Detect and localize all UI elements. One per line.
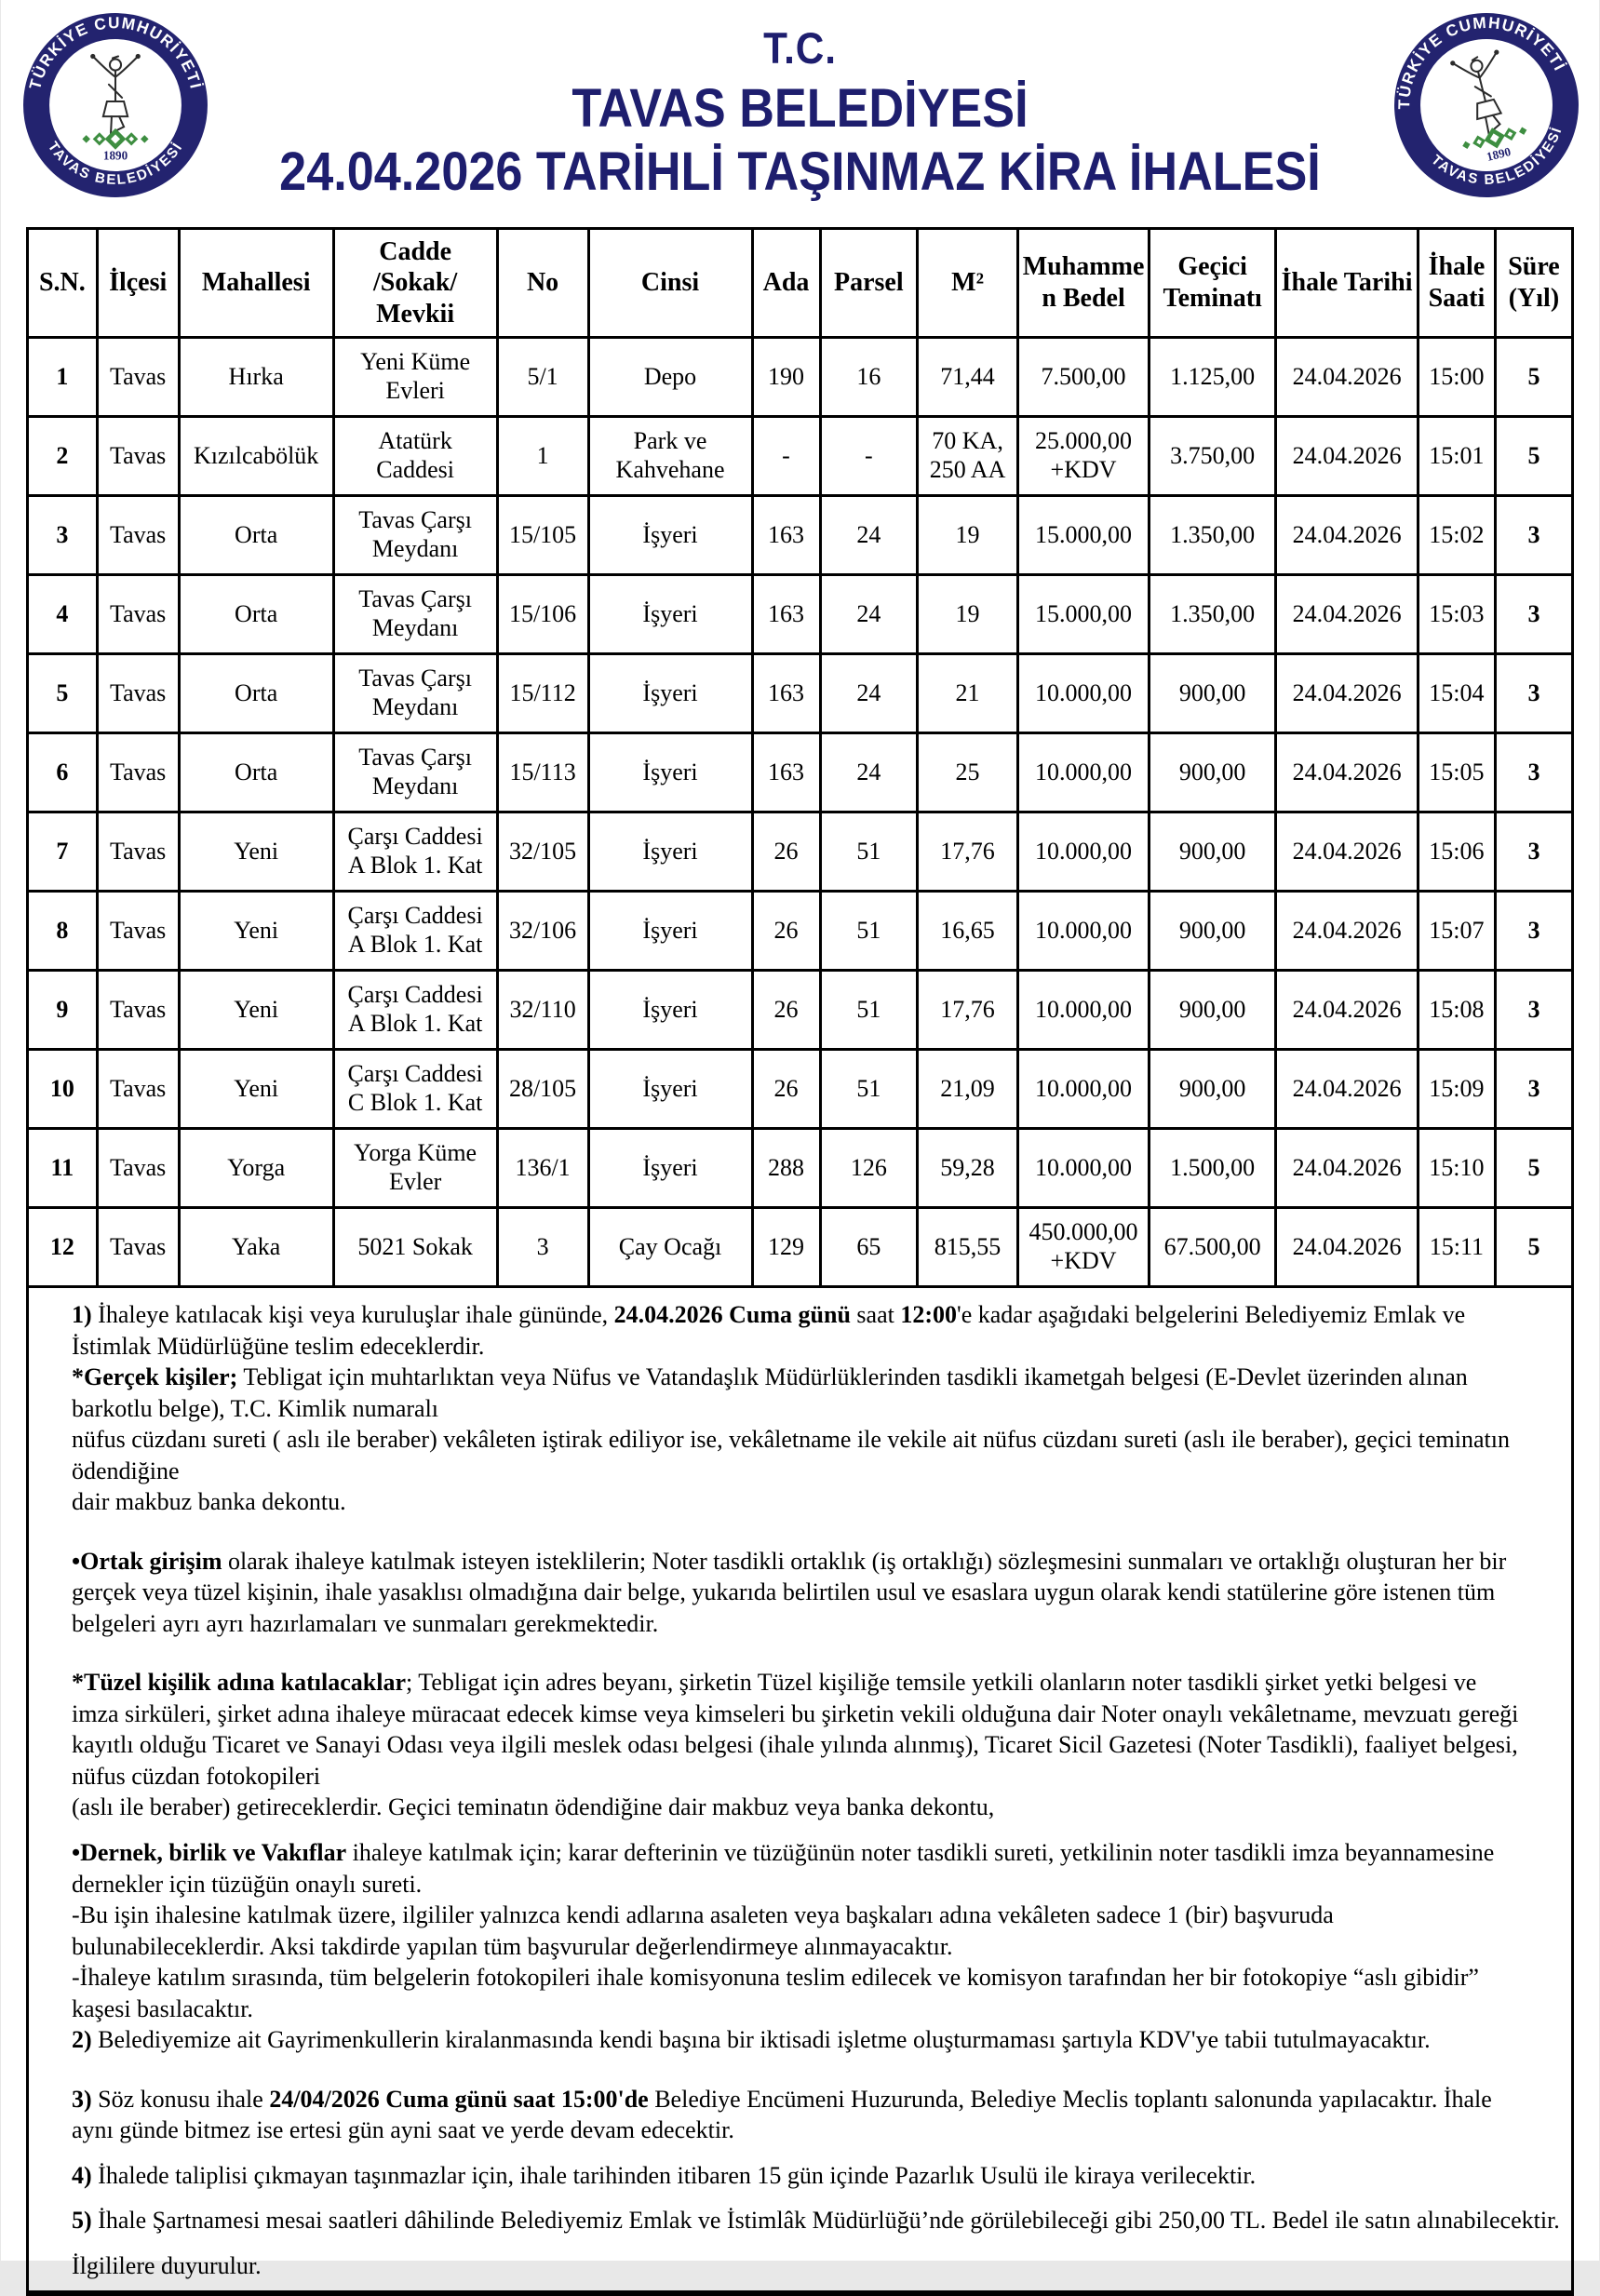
table-cell: Tavas Çarşı Meydanı (333, 575, 497, 654)
table-cell: Çarşı Caddesi A Blok 1. Kat (333, 812, 497, 892)
column-header: Ada (752, 229, 820, 338)
note-bold-text: *Tüzel kişilik adına katılacaklar (72, 1669, 407, 1697)
note-paragraph (72, 1962, 1523, 2024)
note-text: nüfus cüzdanı sureti ( aslı ile beraber) vekâleten iştirak ediliyor ise, vekâletname ile vekile ait nüfus cüzdanı sureti (aslı ile beraber), geçici teminatın ödendiğine (72, 1426, 1510, 1484)
table-row (28, 1208, 1573, 1287)
table-cell: 15:00 (1418, 338, 1495, 417)
column-header: Geçici Teminatı (1150, 229, 1276, 338)
table-cell: Yorga Küme Evler (333, 1129, 497, 1208)
table-cell: 24 (820, 733, 918, 812)
table-row (28, 654, 1573, 733)
table-cell: Orta (179, 654, 333, 733)
note-bold-text: *Gerçek kişiler; (72, 1363, 238, 1391)
table-cell: İşyeri (588, 812, 752, 892)
table-cell: Tavas (97, 496, 179, 575)
table-cell: 15/105 (497, 496, 588, 575)
table-cell: 3 (1495, 892, 1572, 971)
note-text: Tebligat için muhtarlıktan veya Nüfus ve Vatandaşlık Müdürlüklerinden tasdikli ikametgah belgesi (E-Devlet üzerinden alınan barkotlu belge), T.C. Kimlik numaralı (72, 1363, 1468, 1422)
column-header: İlçesi (97, 229, 179, 338)
table-cell: 900,00 (1150, 733, 1276, 812)
table-cell: 5/1 (497, 338, 588, 417)
table-cell: 28/105 (497, 1050, 588, 1129)
table-cell: 24.04.2026 (1276, 338, 1418, 417)
note-bold-text: 3) (72, 2085, 92, 2113)
auction-table (26, 227, 1574, 1288)
note-paragraph (72, 1837, 1523, 1900)
table-cell: 163 (752, 654, 820, 733)
table-cell: 3 (1495, 812, 1572, 892)
table-cell: 15:11 (1418, 1208, 1495, 1287)
table-cell: Orta (179, 733, 333, 812)
table-cell: Kızılcabölük (179, 417, 333, 496)
column-header: Mahallesi (179, 229, 333, 338)
table-cell: 15/106 (497, 575, 588, 654)
table-cell: 10.000,00 (1018, 1129, 1150, 1208)
table-cell: 24.04.2026 (1276, 1208, 1418, 1287)
table-cell: 3 (1495, 733, 1572, 812)
table-cell: 163 (752, 575, 820, 654)
table-cell: 15:09 (1418, 1050, 1495, 1129)
table-cell: 3 (1495, 1050, 1572, 1129)
table-cell: 51 (820, 971, 918, 1050)
table-cell: 16,65 (918, 892, 1018, 971)
note-text: İhaleye katılacak kişi veya kuruluşlar ihale gününde, (91, 1301, 614, 1328)
table-cell: 15:01 (1418, 417, 1495, 496)
table-cell: 25.000,00 +KDV (1018, 417, 1150, 496)
table-cell: Tavas Çarşı Meydanı (333, 654, 497, 733)
table-cell: 24 (820, 654, 918, 733)
table-cell: 17,76 (918, 812, 1018, 892)
table-cell: 15:05 (1418, 733, 1495, 812)
table-cell: Tavas (97, 1050, 179, 1129)
table-cell: 2 (28, 417, 98, 496)
table-cell: 26 (752, 812, 820, 892)
table-cell: 3 (1495, 654, 1572, 733)
table-cell: 15:04 (1418, 654, 1495, 733)
table-cell: 65 (820, 1208, 918, 1287)
table-cell: 1 (28, 338, 98, 417)
auction-table-body (28, 338, 1573, 1287)
table-cell: 3 (1495, 496, 1572, 575)
table-row (28, 971, 1573, 1050)
note-text: İlgililere duyurulur. (72, 2251, 262, 2279)
table-cell: Tavas Çarşı Meydanı (333, 496, 497, 575)
table-cell: Orta (179, 496, 333, 575)
table-row (28, 812, 1573, 892)
table-cell: 900,00 (1150, 812, 1276, 892)
note-paragraph (72, 1792, 1523, 1823)
note-text: İhale Şartnamesi mesai saatleri dâhilinde Belediyemiz Emlak ve İstimlâk Müdürlüğü’nde görülebileceği gibi 250,00 TL. Bedel ile satın alınabilecektir. (91, 2207, 1560, 2235)
table-cell: 900,00 (1150, 1050, 1276, 1129)
table-cell: 32/105 (497, 812, 588, 892)
table-cell: 15.000,00 (1018, 575, 1150, 654)
table-cell: 19 (918, 575, 1018, 654)
table-cell: Yeni (179, 1050, 333, 1129)
table-cell: İşyeri (588, 733, 752, 812)
table-cell: 32/106 (497, 892, 588, 971)
table-cell: 51 (820, 812, 918, 892)
note-bold-text: 24.04.2026 Cuma günü (613, 1301, 851, 1328)
table-cell: 1 (497, 417, 588, 496)
table-cell: 24 (820, 575, 918, 654)
table-cell: 3 (28, 496, 98, 575)
table-cell: 15.000,00 (1018, 496, 1150, 575)
note-paragraph (72, 2205, 1560, 2236)
table-cell: 24.04.2026 (1276, 812, 1418, 892)
table-cell: 24.04.2026 (1276, 733, 1418, 812)
table-cell: 900,00 (1150, 892, 1276, 971)
table-cell: Orta (179, 575, 333, 654)
column-header: Parsel (820, 229, 918, 338)
table-cell: Tavas (97, 575, 179, 654)
note-bold-text: 1) (72, 1301, 92, 1328)
table-cell: 15/112 (497, 654, 588, 733)
table-cell: 3.750,00 (1150, 417, 1276, 496)
table-cell: 10.000,00 (1018, 654, 1150, 733)
table-cell: 25 (918, 733, 1018, 812)
table-cell: 288 (752, 1129, 820, 1208)
table-cell: 70 KA, 250 AA (918, 417, 1018, 496)
note-paragraph (72, 1900, 1523, 1962)
table-cell: 8 (28, 892, 98, 971)
table-cell: Tavas (97, 733, 179, 812)
table-cell: Yorga (179, 1129, 333, 1208)
table-cell: 5 (1495, 1129, 1572, 1208)
note-text: olarak ihaleye katılmak isteyen isteklilerin; Noter tasdikli ortaklık (iş ortaklığı) sözleşmesini sunmaları ve ortaklığı oluşturan her bir gerçek veya tüzel kişinin, ihale yasaklısı olmadığına dair belge, yukarıda belirtilen usul ve esaslara uygun olarak kendi statülerine göre istenen tüm belgeleri ayrı ayrı hazırlamaları ve sunmaları gerekmektedir. (72, 1547, 1507, 1637)
table-cell: Yaka (179, 1208, 333, 1287)
table-cell: 26 (752, 1050, 820, 1129)
note-text: -Bu işin ihalesine katılmak üzere, ilgililer yalnızca kendi adlarına asaleten veya başkaları adına vekâleten sadece 1 (bir) başvuruda bulunabileceklerdir. Aksi takdirde yapılan tüm başvurular değerlendirmeye alınmayacaktır. (72, 1901, 1334, 1960)
note-paragraph (72, 2160, 1523, 2192)
page-root (1, 0, 1599, 2279)
note-paragraph (72, 2084, 1523, 2146)
table-cell: 15:07 (1418, 892, 1495, 971)
table-cell: 10.000,00 (1018, 733, 1150, 812)
column-header: Cinsi (588, 229, 752, 338)
table-cell: - (820, 417, 918, 496)
table-cell: Tavas (97, 812, 179, 892)
table-cell: Tavas (97, 654, 179, 733)
table-cell: 16 (820, 338, 918, 417)
note-text: Söz konusu ihale (91, 2085, 270, 2113)
column-header: Cadde /Sokak/ Mevkii (333, 229, 497, 338)
table-cell: 17,76 (918, 971, 1018, 1050)
note-text: -İhaleye katılım sırasında, tüm belgelerin fotokopileri ihale komisyonuna teslim edilecek ve komisyon tarafından her bir fotokopiye “aslı gibidir” kaşesi basılacaktır. (72, 1964, 1479, 2022)
notes-section (26, 1288, 1574, 2296)
table-cell: 10 (28, 1050, 98, 1129)
table-cell: 51 (820, 892, 918, 971)
column-header: Muhammen Bedel (1018, 229, 1150, 338)
note-bold-text: •Ortak girişim (72, 1547, 222, 1575)
table-cell: 24.04.2026 (1276, 892, 1418, 971)
table-row (28, 496, 1573, 575)
table-cell: 26 (752, 971, 820, 1050)
table-cell: 24.04.2026 (1276, 971, 1418, 1050)
table-cell: 59,28 (918, 1129, 1018, 1208)
table-cell: 15/113 (497, 733, 588, 812)
document-header (1, 0, 1599, 227)
table-cell: 12 (28, 1208, 98, 1287)
table-cell: 10.000,00 (1018, 1050, 1150, 1129)
table-cell: Tavas Çarşı Meydanı (333, 733, 497, 812)
note-bold-text: 2) (72, 2026, 92, 2054)
column-header: İhale Saati (1418, 229, 1495, 338)
table-cell: 900,00 (1150, 971, 1276, 1050)
table-cell: Tavas (97, 892, 179, 971)
table-cell: 10.000,00 (1018, 812, 1150, 892)
table-cell: 163 (752, 733, 820, 812)
table-cell: 24.04.2026 (1276, 417, 1418, 496)
table-row (28, 417, 1573, 496)
table-cell: Çarşı Caddesi C Blok 1. Kat (333, 1050, 497, 1129)
table-cell: 15:02 (1418, 496, 1495, 575)
table-cell: İşyeri (588, 575, 752, 654)
table-cell: 24.04.2026 (1276, 575, 1418, 654)
note-text: 'e kadar aşağıdaki belgelerini Belediyemiz Emlak ve İstimlak Müdürlüğüne teslim edeceklerdir. (72, 1301, 1466, 1360)
note-text: Belediyemize ait Gayrimenkullerin kiralanmasında kendi başına bir iktisadi işletme oluşturmaması şartıyla KDV'ye tabii tutulmayacaktır. (91, 2026, 1431, 2054)
note-paragraph (72, 1546, 1523, 1640)
table-cell: 190 (752, 338, 820, 417)
table-cell: İşyeri (588, 892, 752, 971)
table-cell: 24.04.2026 (1276, 1050, 1418, 1129)
table-cell: İşyeri (588, 496, 752, 575)
table-cell: Tavas (97, 971, 179, 1050)
note-bold-text: 24/04/2026 Cuma günü saat 15:00'de (269, 2085, 649, 2113)
note-text: ; Tebligat için adres beyanı, şirketin Tüzel kişiliğe temsile yetkili olanların noter tasdikli şirket yetki belgesi ve imza sirküleri, şirket adına ihaleye müracaat edecek kimse veya kimseleri bu şirketin vekili olduğuna dair Noter onaylı vekâletname, mevzuatı gereği kayıtlı olduğu Ticaret ve Sanayi Odası veya ilgili meslek odası belgesi (ihale yılında alınmış), Ticaret Sicil Gazetesi (Noter Tasdikli), faaliyet belgesi, nüfus cüzdan fotokopileri (72, 1669, 1519, 1790)
note-paragraph (72, 2250, 1523, 2282)
table-cell: 5021 Sokak (333, 1208, 497, 1287)
table-cell: Depo (588, 338, 752, 417)
table-cell: 126 (820, 1129, 918, 1208)
table-cell: 15:03 (1418, 575, 1495, 654)
table-row (28, 1050, 1573, 1129)
table-cell: 9 (28, 971, 98, 1050)
column-header: S.N. (28, 229, 98, 338)
table-cell: - (752, 417, 820, 496)
table-cell: 15:06 (1418, 812, 1495, 892)
table-cell: İşyeri (588, 654, 752, 733)
table-row (28, 575, 1573, 654)
table-cell: İşyeri (588, 971, 752, 1050)
table-cell: Yeni (179, 812, 333, 892)
table-cell: 900,00 (1150, 654, 1276, 733)
table-cell: 24.04.2026 (1276, 496, 1418, 575)
table-cell: 4 (28, 575, 98, 654)
title-municipality: TAVAS BELEDİYESİ (571, 77, 1029, 139)
table-cell: Park ve Kahvehane (588, 417, 752, 496)
title-tc: T.C. (763, 23, 837, 73)
table-cell: Çay Ocağı (588, 1208, 752, 1287)
table-cell: Yeni (179, 892, 333, 971)
table-row (28, 338, 1573, 417)
table-cell: Çarşı Caddesi A Blok 1. Kat (333, 892, 497, 971)
table-cell: 11 (28, 1129, 98, 1208)
table-cell: 1.500,00 (1150, 1129, 1276, 1208)
auction-table-header-row (28, 229, 1573, 338)
table-row (28, 892, 1573, 971)
note-text: ihaleye katılmak için; karar defterinin ve tüzüğünün noter tasdikli sureti, yetkilinin noter tasdikli imza beyannamesine dernekler için tüzüğün onaylı sureti. (72, 1838, 1495, 1898)
column-header: İhale Tarihi (1276, 229, 1418, 338)
table-cell: 163 (752, 496, 820, 575)
table-cell: 21,09 (918, 1050, 1018, 1129)
column-header: Süre (Yıl) (1495, 229, 1572, 338)
table-cell: Tavas (97, 338, 179, 417)
note-paragraph (72, 1424, 1523, 1486)
table-row (28, 733, 1573, 812)
table-cell: 5 (28, 654, 98, 733)
title-date-line: 24.04.2026 TARİHLİ TAŞINMAZ KİRA İHALESİ (279, 141, 1321, 203)
table-cell: 3 (497, 1208, 588, 1287)
table-cell: 129 (752, 1208, 820, 1287)
table-cell: 5 (1495, 338, 1572, 417)
table-cell: 67.500,00 (1150, 1208, 1276, 1287)
table-cell: 3 (1495, 575, 1572, 654)
table-cell: 1.350,00 (1150, 496, 1276, 575)
table-cell: Tavas (97, 1129, 179, 1208)
table-cell: 24.04.2026 (1276, 654, 1418, 733)
note-text: dair makbuz banka dekontu. (72, 1488, 346, 1516)
table-cell: Hırka (179, 338, 333, 417)
note-text: Belediye Encümeni Huzurunda, Belediye Meclis toplantı salonunda yapılacaktır. İhale aynı günde bitmez ise ertesi gün ayni saat ve yerde devam edecektir. (72, 2085, 1492, 2144)
table-cell: 1.350,00 (1150, 575, 1276, 654)
note-bold-text: 12:00 (900, 1301, 958, 1328)
note-text: İhalede taliplisi çıkmayan taşınmazlar için, ihale tarihinden itibaren 15 gün içinde Pazarlık Usulü ile kiraya verilecektir. (91, 2161, 1257, 2189)
table-cell: Çarşı Caddesi A Blok 1. Kat (333, 971, 497, 1050)
table-cell: 3 (1495, 971, 1572, 1050)
table-cell: 15:10 (1418, 1129, 1495, 1208)
table-cell: 7 (28, 812, 98, 892)
table-cell: 19 (918, 496, 1018, 575)
table-cell: Yeni Küme Evleri (333, 338, 497, 417)
table-cell: 15:08 (1418, 971, 1495, 1050)
table-cell: 26 (752, 892, 820, 971)
table-cell: 71,44 (918, 338, 1018, 417)
note-text: (aslı ile beraber) getireceklerdir. Geçici teminatın ödendiğine dair makbuz veya banka dekontu, (72, 1793, 995, 1821)
note-paragraph (72, 2024, 1523, 2056)
table-cell: Yeni (179, 971, 333, 1050)
note-paragraph (72, 1667, 1523, 1792)
column-header: No (497, 229, 588, 338)
table-cell: 24 (820, 496, 918, 575)
note-bold-text: 5) (72, 2207, 92, 2235)
table-cell: 1.125,00 (1150, 338, 1276, 417)
table-cell: Atatürk Caddesi (333, 417, 497, 496)
table-cell: 815,55 (918, 1208, 1018, 1287)
note-bold-text: 4) (72, 2161, 92, 2189)
table-cell: 10.000,00 (1018, 892, 1150, 971)
table-cell: 450.000,00 +KDV (1018, 1208, 1150, 1287)
table-cell: İşyeri (588, 1129, 752, 1208)
column-header: M² (918, 229, 1018, 338)
table-cell: 6 (28, 733, 98, 812)
table-cell: Tavas (97, 1208, 179, 1287)
note-paragraph (72, 1299, 1523, 1362)
note-text: saat (850, 1301, 901, 1328)
table-cell: 10.000,00 (1018, 971, 1150, 1050)
table-cell: 32/110 (497, 971, 588, 1050)
table-cell: 136/1 (497, 1129, 588, 1208)
table-cell: Tavas (97, 417, 179, 496)
table-cell: İşyeri (588, 1050, 752, 1129)
table-row (28, 1129, 1573, 1208)
note-paragraph (72, 1362, 1523, 1424)
table-cell: 5 (1495, 1208, 1572, 1287)
table-cell: 51 (820, 1050, 918, 1129)
table-cell: 24.04.2026 (1276, 1129, 1418, 1208)
title-block (1, 0, 1599, 204)
table-cell: 7.500,00 (1018, 338, 1150, 417)
note-paragraph (72, 1486, 1523, 1518)
note-bold-text: •Dernek, birlik ve Vakıflar (72, 1838, 347, 1866)
table-cell: 21 (918, 654, 1018, 733)
table-cell: 5 (1495, 417, 1572, 496)
